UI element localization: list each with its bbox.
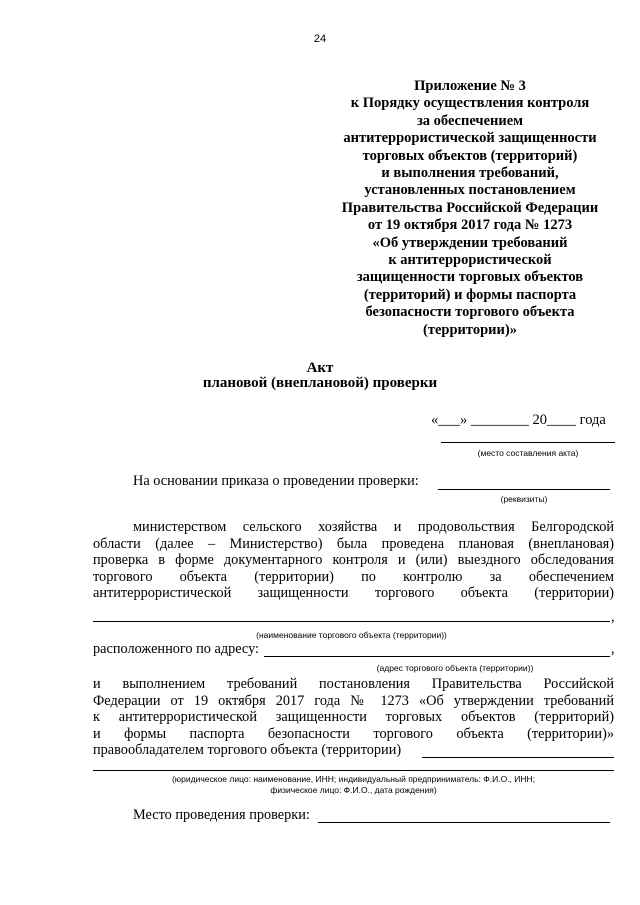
owner-line: [422, 757, 614, 758]
place-label: (место составления акта): [477, 448, 579, 458]
appendix-line: (территорий) и формы паспорта: [363, 286, 577, 303]
appendix-line: торговых объектов (территорий): [362, 147, 578, 164]
paragraph-line: антитеррористической защищенности торгового объекта (территории): [93, 585, 614, 602]
appendix-line: от 19 октября 2017 года № 1273: [367, 217, 573, 234]
address-line: [264, 656, 610, 657]
appendix-line: Правительства Российской Федерации: [341, 199, 599, 216]
requisites-label: (реквизиты): [500, 494, 548, 504]
paragraph-line: министерством сельского хозяйства и продовольствия Белгородской: [133, 519, 614, 535]
appendix-line: (территории)»: [423, 321, 517, 338]
owner-label-2: физическое лицо: Ф.И.О., дата рождения): [270, 785, 437, 795]
paragraph-line: области (далее – Министерство) была проведена плановая (внеплановая): [93, 535, 614, 552]
address-label: (адрес торгового объекта (территории)): [376, 663, 534, 673]
paragraph-line: торгового объекта (территории) по контролю за обеспечением: [93, 568, 614, 585]
order-text: На основании приказа о проведении проверки:: [133, 473, 419, 489]
appendix-line: и выполнения требований,: [381, 165, 559, 182]
object-name-line: [93, 621, 610, 622]
page-number: 24: [313, 33, 327, 45]
owner-text: правообладателем торгового объекта (территории): [93, 742, 402, 758]
comma: ,: [611, 609, 615, 625]
paragraph-line: проверка в форме документарного контроля и (или) выездного обследования: [93, 552, 614, 569]
appendix-line: за обеспечением: [416, 112, 524, 129]
appendix-line: «Об утверждении требований: [372, 234, 568, 251]
paragraph-line: к антитеррористической защищенности торговых объектов (территорий): [93, 709, 614, 726]
place-line: [441, 442, 615, 443]
act-date: «___» ________ 20____ года: [431, 412, 606, 428]
owner-label-1: (юридическое лицо: наименование, ИНН; индивидуальный предприниматель: Ф.И.О., ИНН;: [171, 774, 536, 784]
paragraph-line: и выполнением требований постановления Правительства Российской: [93, 676, 614, 692]
appendix-line: безопасности торгового объекта: [365, 304, 575, 321]
order-line: [438, 489, 610, 490]
appendix-line: защищенности торговых объектов: [356, 269, 584, 286]
appendix-line: антитеррористической защищенности: [343, 130, 597, 147]
appendix-line: к антитеррористической: [388, 252, 552, 269]
paragraph-line: Федерации от 19 октября 2017 года № 1273 «Об утверждении требований: [93, 692, 614, 709]
located-text: расположенного по адресу:: [93, 641, 260, 657]
appendix-header: [300, 78, 640, 339]
appendix-line: установленных постановлением: [364, 182, 576, 199]
act-subtitle: плановой (внеплановой) проверки: [202, 375, 438, 391]
paragraph-line: и формы паспорта безопасности торгового объекта (территории)»: [93, 725, 614, 742]
paragraph-requirements: [93, 676, 614, 742]
appendix-line: к Порядку осуществления контроля: [350, 95, 590, 112]
owner-line-2: [93, 770, 614, 771]
comma: ,: [611, 641, 615, 657]
inspection-place-text: Место проведения проверки:: [133, 807, 310, 823]
act-title: Акт: [306, 360, 334, 376]
object-name-label: (наименование торгового объекта (территории)): [256, 630, 447, 640]
inspection-place-line: [318, 822, 610, 823]
paragraph-inspection: [93, 519, 614, 602]
appendix-line: Приложение № 3: [414, 78, 526, 94]
